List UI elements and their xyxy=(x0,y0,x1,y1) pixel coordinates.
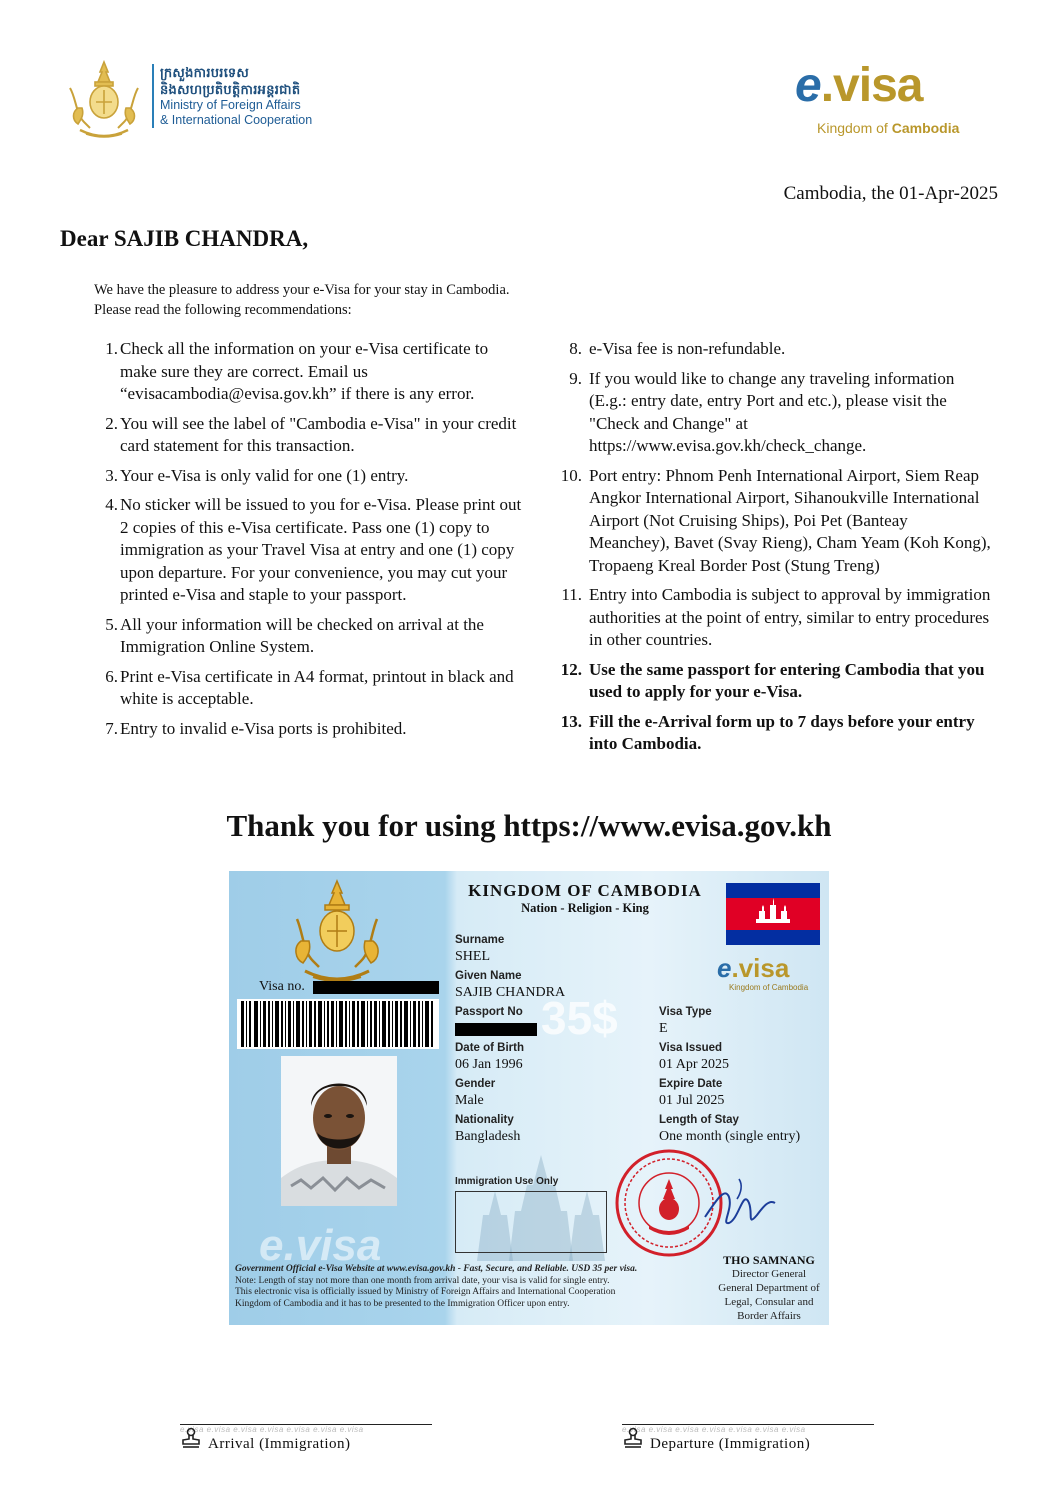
letter-greeting: Dear SAJIB CHANDRA, xyxy=(60,226,309,251)
recommendation-item: 9. If you would like to change any traveling information (E.g.: entry date, entry Port and etc.), please visit the "Check and Change" at https://www.evisa.gov.kh/check_change. xyxy=(569,368,955,455)
recommendation-item: 11. Entry into Cambodia is subject to approval by immigration authorities at the point of entry, similar to entry procedures in other countries. xyxy=(561,585,991,649)
departure-stamp-label: Departure (Immigration) xyxy=(650,1436,811,1452)
dob-label: Date of Birth xyxy=(455,1042,524,1054)
recommendation-item: 7. Entry to invalid e-Visa ports is prohibited. xyxy=(105,718,407,738)
letter-date: Cambodia, the 01-Apr-2025 xyxy=(783,183,998,204)
cambodia-flag-icon xyxy=(726,883,820,945)
price-watermark: 35$ xyxy=(541,992,618,1044)
nationality-label: Nationality xyxy=(455,1114,514,1126)
length-of-stay-label: Length of Stay xyxy=(659,1114,739,1126)
visa-number-label: Visa no. xyxy=(259,979,305,994)
signer-name: THO SAMNANG xyxy=(723,1253,815,1267)
given-name-value: SAJIB CHANDRA xyxy=(455,985,566,1000)
expire-date-value: 01 Jul 2025 xyxy=(659,1093,725,1108)
evisa-logo-tagline: Kingdom of Cambodia xyxy=(817,120,960,136)
given-name-label: Given Name xyxy=(455,970,522,982)
recommendation-item: 6. Print e-Visa certificate in A4 format, printout in black and white is acceptable. xyxy=(105,666,514,708)
card-evisa-logo xyxy=(717,953,827,993)
gender-label: Gender xyxy=(455,1078,496,1090)
ministry-name-english-1: Ministry of Foreign Affairs xyxy=(160,98,301,112)
card-footer-line: This electronic visa is officially issued by Ministry of Foreign Affairs and International Cooperation xyxy=(235,1287,616,1297)
dob-value: 06 Jan 1996 xyxy=(455,1057,523,1072)
stamp-icon xyxy=(622,1427,644,1449)
departure-stamp-area xyxy=(622,1424,874,1455)
recommendation-item-bold: 12. Use the same passport for entering Cambodia that you used to apply for your e-Visa. xyxy=(560,659,985,701)
nationality-value: Bangladesh xyxy=(455,1129,521,1144)
applicant-photo xyxy=(281,1056,397,1206)
recommendations-list-right xyxy=(552,338,992,763)
card-footer-line: Kingdom of Cambodia and it has to be presented to the Immigration Officer upon entry. xyxy=(235,1298,570,1309)
card-motto: Nation - Religion - King xyxy=(521,901,649,915)
visa-type-value: E xyxy=(659,1021,668,1036)
passport-no-label: Passport No xyxy=(455,1006,523,1018)
card-footer-line: Note: Length of stay not more than one month from arrival date, your visa is valid for single entry. xyxy=(235,1275,610,1286)
card-footer-line: Government Official e-Visa Website at www.evisa.gov.kh - Fast, Secure, and Reliable. USD 35 per visa. xyxy=(235,1264,638,1274)
signer-title: Director General General Department of Legal, Consular and Border Affairs xyxy=(718,1268,820,1322)
recommendation-item: 8. e-Visa fee is non-refundable. xyxy=(569,339,786,358)
card-evisa-word: e.visa xyxy=(717,953,790,983)
letter-intro xyxy=(94,280,694,320)
ministry-coat-of-arms-logo xyxy=(62,58,146,142)
stamp-icon xyxy=(180,1427,202,1449)
evisa-logo-visa: .visa xyxy=(820,59,923,112)
intro-line-1: We have the pleasure to address your e-Visa for your stay in Cambodia. xyxy=(94,282,510,298)
ministry-name xyxy=(152,64,360,128)
card-evisa-tagline: Kingdom of Cambodia xyxy=(729,983,809,992)
visa-type-label: Visa Type xyxy=(659,1006,712,1018)
expire-date-label: Expire Date xyxy=(659,1078,723,1090)
surname-label: Surname xyxy=(455,934,505,946)
immigration-use-only-box xyxy=(455,1191,607,1253)
gender-value: Male xyxy=(455,1093,484,1108)
arrival-stamp-label: Arrival (Immigration) xyxy=(208,1436,351,1452)
recommendations-list-left xyxy=(88,338,528,747)
arrival-stamp-area xyxy=(180,1424,432,1455)
card-footer-notes xyxy=(235,1264,705,1310)
recommendation-item: 1. Check all the information on your e-Visa certificate to make sure they are correct. Email us “evisacambodia@evisa.gov.kh” if there is any error. xyxy=(105,339,489,403)
recommendation-item: 3. Your e-Visa is only valid for one (1) entry. xyxy=(105,465,409,485)
recommendation-item: 5. All your information will be checked on arrival at the Immigration Online System. xyxy=(105,614,484,656)
card-evisa-watermark: e.visa xyxy=(259,1221,382,1270)
royal-coat-of-arms-icon xyxy=(287,879,387,989)
evisa-logo xyxy=(793,58,1003,138)
ministry-name-khmer-2: និងសហប្រតិបត្តិការអន្តរជាតិ xyxy=(160,82,301,97)
length-of-stay-value: One month (single entry) xyxy=(659,1129,801,1144)
recommendation-item: 10. Port entry: Phnom Penh International Airport, Siem Reap Angkor International Airport, Sihanoukville International Airport (Not Cruising Ships), Poi Pet (Banteay Meanchey), Bavet (Svay Rieng), Cham Yeam (Koh Kong), Tropaeng Kreal Border Post (Stung Treng) xyxy=(560,465,991,575)
departure-stamp-watermark: e.visa e.visa e.visa e.visa e.visa e.visa e.visa xyxy=(622,1425,806,1434)
evisa-certificate-card xyxy=(229,871,829,1325)
surname-value: SHEL xyxy=(455,949,490,964)
passport-number-redacted xyxy=(455,1023,537,1036)
arrival-stamp-watermark: e.visa e.visa e.visa e.visa e.visa e.visa e.visa xyxy=(180,1425,364,1434)
evisa-logo-word xyxy=(795,58,922,113)
ministry-name-khmer-1: ក្រសួងការបរទេស xyxy=(160,65,250,80)
director-signature xyxy=(699,1169,779,1239)
recommendation-item: 4. No sticker will be issued to you for e-Visa. Please print out 2 copies of this e-Visa certificate. Pass one (1) copy to immigration as your Travel Visa at entry and one (1) copy upon departure. For your convenience, you may cut your printed e-Visa and staple to your passport. xyxy=(105,495,522,604)
recommendation-item: 2. You will see the label of "Cambodia e-Visa" in your credit card statement for this transaction. xyxy=(105,413,517,455)
immigration-use-only-label: Immigration Use Only xyxy=(455,1176,559,1187)
recommendation-item-bold: 13. Fill the e-Arrival form up to 7 days before your entry into Cambodia. xyxy=(560,711,975,753)
visa-issued-label: Visa Issued xyxy=(659,1042,723,1054)
evisa-logo-e: e xyxy=(795,59,821,112)
card-title: KINGDOM OF CAMBODIA xyxy=(468,881,702,900)
visa-issued-value: 01 Apr 2025 xyxy=(659,1057,729,1072)
ministry-name-english-2: & International Cooperation xyxy=(160,113,313,127)
thank-you-heading: Thank you for using https://www.evisa.gov.kh xyxy=(226,808,832,843)
visa-number-redacted xyxy=(313,981,439,994)
intro-line-2: Please read the following recommendations: xyxy=(94,302,352,318)
visa-barcode xyxy=(237,999,439,1049)
